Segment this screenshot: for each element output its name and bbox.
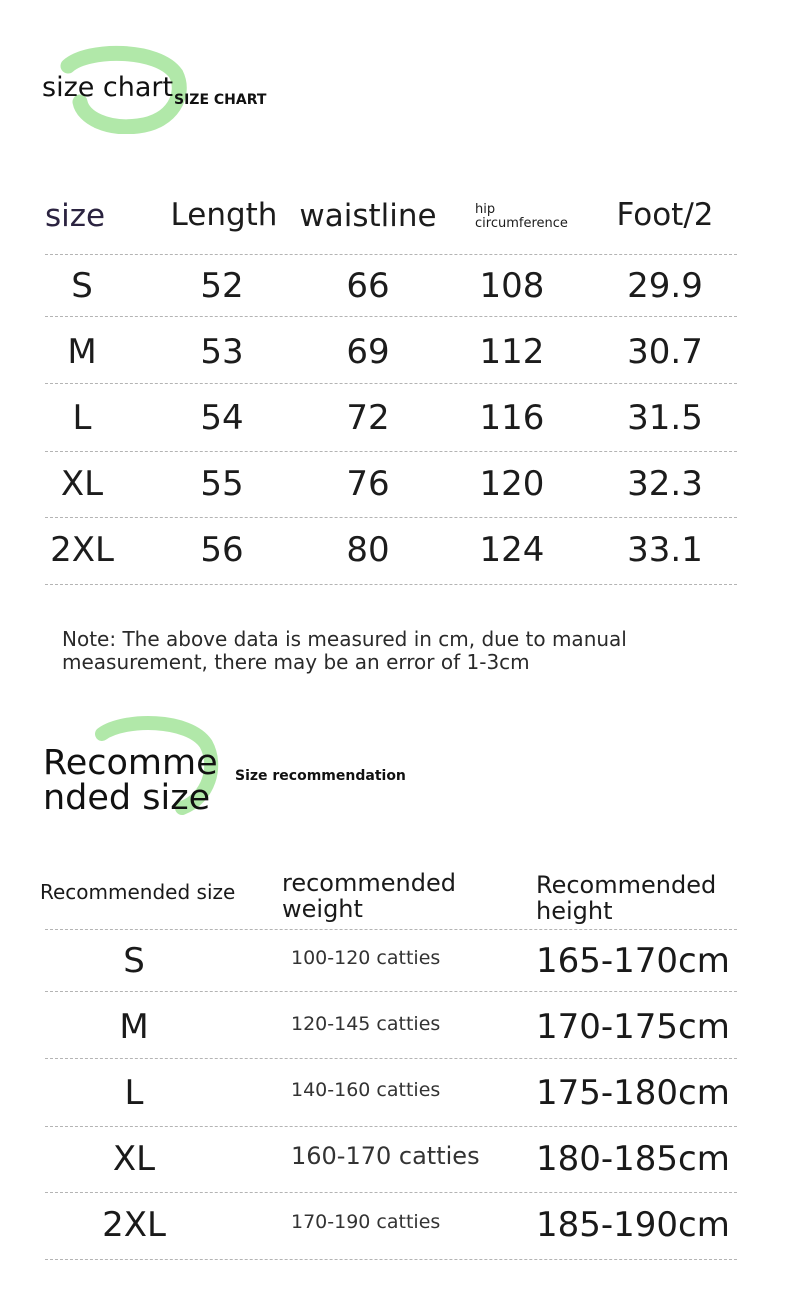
cell-length: 54 <box>200 398 244 438</box>
header-waistline: waistline <box>299 198 437 234</box>
header-hip-line1: hip <box>475 202 496 217</box>
header-weight-line: weight <box>282 895 363 923</box>
cell-height: 170-175cm <box>536 1007 730 1047</box>
cell-weight: 100-120 catties <box>291 947 441 969</box>
cell-waist: 80 <box>346 530 390 570</box>
row-divider <box>45 316 737 317</box>
page-title: size chart <box>42 72 174 103</box>
cell-size: M <box>67 332 97 372</box>
row-divider <box>45 254 737 255</box>
header-size: size <box>44 198 106 234</box>
cell-height: 180-185cm <box>536 1139 730 1179</box>
row-divider <box>45 451 737 452</box>
cell-size: S <box>123 941 145 981</box>
row-divider <box>45 929 737 930</box>
header-recommended-size: Recommended size <box>40 880 236 904</box>
row-divider <box>45 517 737 518</box>
header-height-line: Recommended <box>536 871 717 899</box>
cell-foot: 31.5 <box>627 398 703 438</box>
row-divider <box>45 1058 737 1059</box>
cell-foot: 30.7 <box>627 332 703 372</box>
note-line: measurement, there may be an error of 1-3cm <box>62 650 530 674</box>
cell-size: M <box>119 1007 149 1047</box>
row-divider <box>45 1192 737 1193</box>
cell-hip: 108 <box>479 266 545 306</box>
cell-foot: 29.9 <box>627 266 703 306</box>
cell-waist: 66 <box>346 266 390 306</box>
header-hip-circumference <box>475 203 568 231</box>
cell-foot: 33.1 <box>627 530 703 570</box>
cell-height: 165-170cm <box>536 941 730 981</box>
header-length: Length <box>170 197 278 233</box>
row-divider <box>45 991 737 992</box>
cell-waist: 72 <box>346 398 390 438</box>
cell-height: 175-180cm <box>536 1073 730 1113</box>
cell-size: L <box>124 1073 144 1113</box>
cell-foot: 32.3 <box>627 464 703 504</box>
measurement-note <box>62 628 627 674</box>
section-title <box>43 743 218 818</box>
header-recommended-height <box>536 872 716 924</box>
header-recommended-weight <box>282 870 456 922</box>
cell-length: 52 <box>200 266 244 306</box>
cell-size: 2XL <box>102 1205 166 1245</box>
page-subtitle: SIZE CHART <box>174 92 267 108</box>
cell-weight: 160-170 catties <box>291 1142 480 1170</box>
section-title-line: Recomme <box>43 743 218 783</box>
header-hip-line2: circumference <box>475 216 568 231</box>
cell-length: 56 <box>200 530 244 570</box>
cell-size: XL <box>60 464 104 504</box>
cell-weight: 170-190 catties <box>291 1211 441 1233</box>
row-divider <box>45 1126 737 1127</box>
cell-length: 53 <box>200 332 244 372</box>
cell-size: L <box>72 398 92 438</box>
row-divider <box>45 383 737 384</box>
note-line: Note: The above data is measured in cm, due to manual <box>62 627 627 651</box>
cell-height: 185-190cm <box>536 1205 730 1245</box>
row-divider <box>45 584 737 585</box>
cell-hip: 112 <box>479 332 545 372</box>
section-title-line: nded size <box>43 778 211 818</box>
header-height-line: height <box>536 897 613 925</box>
cell-weight: 120-145 catties <box>291 1013 441 1035</box>
cell-waist: 69 <box>346 332 390 372</box>
header-foot: Foot/2 <box>616 197 714 233</box>
cell-hip: 116 <box>479 398 545 438</box>
section-subtitle: Size recommendation <box>235 768 406 784</box>
cell-waist: 76 <box>346 464 390 504</box>
cell-weight: 140-160 catties <box>291 1079 441 1101</box>
cell-hip: 124 <box>479 530 545 570</box>
cell-size: 2XL <box>50 530 114 570</box>
header-weight-line: recommended <box>282 869 456 897</box>
row-divider <box>45 1259 737 1260</box>
cell-size: S <box>71 266 93 306</box>
cell-size: XL <box>112 1139 156 1179</box>
cell-hip: 120 <box>479 464 545 504</box>
cell-length: 55 <box>200 464 244 504</box>
